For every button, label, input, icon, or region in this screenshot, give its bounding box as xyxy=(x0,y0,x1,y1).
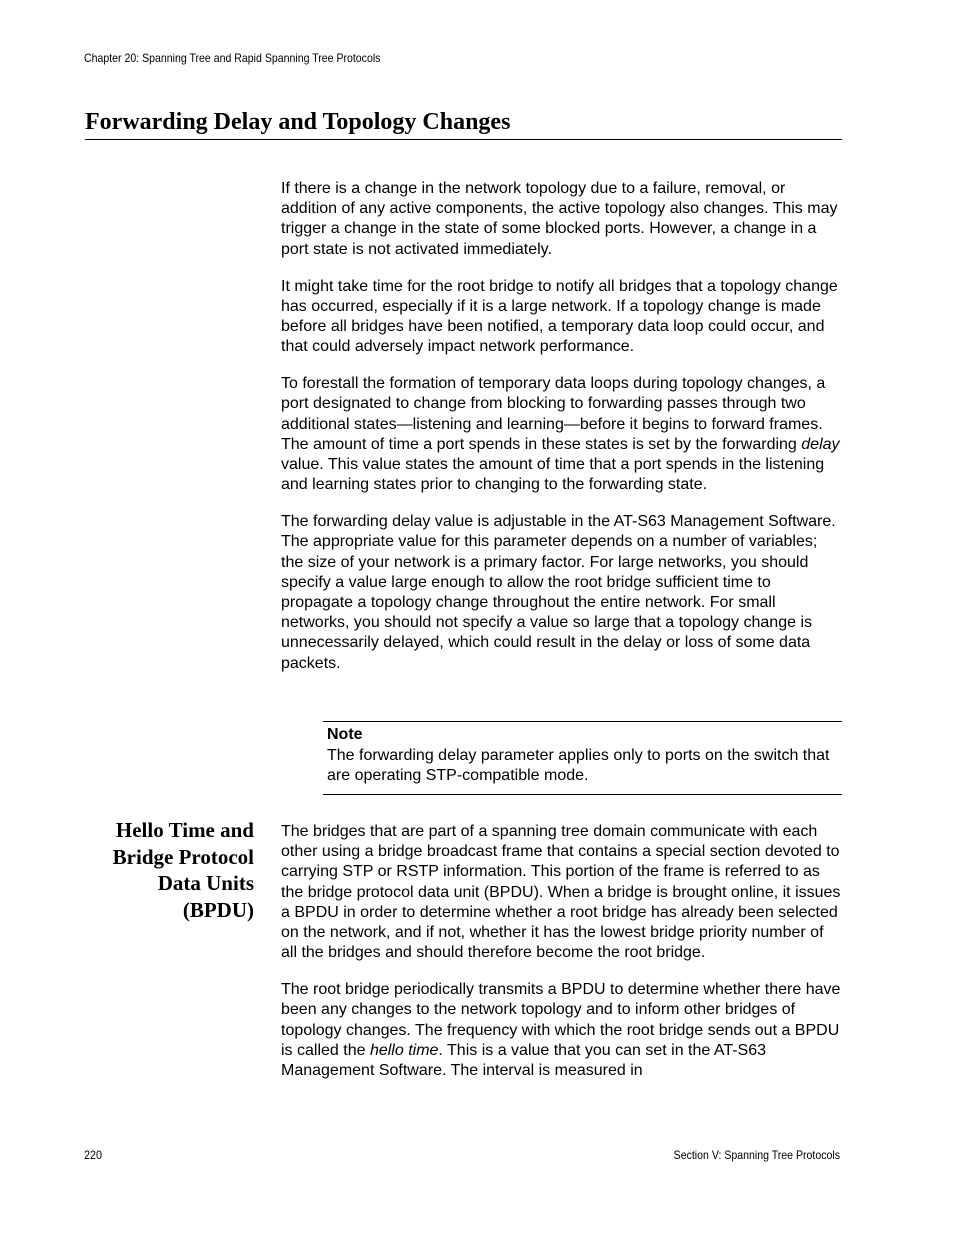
title-rule xyxy=(85,139,842,140)
page-number: 220 xyxy=(84,1148,103,1162)
subsection-heading-line: Hello Time and xyxy=(115,818,254,842)
note-label: Note xyxy=(327,726,363,743)
paragraph: If there is a change in the network topology due to a failure, removal, or addition of any active components, the active topology also changes. This may trigger a change in the state of some blocked ports. However, a change in a port state is not activated immediately. xyxy=(281,180,838,258)
paragraph-text: . This is a value that you can set in the AT-S63 Management Software. The interval is measured in xyxy=(281,1041,767,1080)
note-box xyxy=(323,721,842,795)
emphasis-term: delay xyxy=(801,435,840,453)
subsection-heading-line: Bridge Protocol xyxy=(112,844,254,869)
paragraph: It might take time for the root bridge to notify all bridges that a topology change has occurred, especially if it is a large network. If a topology change is made before all bridges have been notified, a temporary data loop could occur, and that could adversely impact network performance. xyxy=(281,277,838,356)
subsection-body xyxy=(281,822,843,1098)
paragraph-text: value. This value states the amount of time that a port spends in the listening and learning states prior to changing to the forwarding state. xyxy=(281,456,825,494)
paragraph: The bridges that are part of a spanning tree domain communicate with each other using a bridge broadcast frame that contains a special section devoted to carrying STP or RSTP information. This portion of the frame is referred to as the bridge protocol data unit (BPDU). When a bridge is brought online, it issues a BPDU in order to determine whether a root bridge has already been selected on the network, and if not, whether it has the lowest bridge priority number of all the bridges and should therefore become the root bridge. xyxy=(281,823,841,962)
subsection-heading xyxy=(60,817,254,923)
paragraph-text: To forestall the formation of temporary data loops during topology changes, a port designated to change from blocking to forwarding passes through two additional states—listening and learning—before it begins to forward frames. The amount of time a port spends in these states is set by the forwarding xyxy=(281,375,826,453)
paragraph xyxy=(281,374,843,495)
footer-section-title: Section V: Spanning Tree Protocols xyxy=(673,1148,840,1162)
section-body xyxy=(281,179,843,691)
paragraph-text: The root bridge periodically transmits a BPDU to determine whether there have been any changes to the network topology and to inform other bridges of topology changes. The frequency with which the root bridge sends out a BPDU is called the xyxy=(281,981,841,1059)
subsection-heading-line: Data Units xyxy=(157,871,254,895)
emphasis-term: hello time xyxy=(369,1041,439,1059)
paragraph: The forwarding delay value is adjustable in the AT-S63 Management Software. The appropriate value for this parameter depends on a number of variables; the size of your network is a primary factor. For large networks, you should specify a value large enough to allow the root bridge sufficient time to propagate a topology change throughout the entire network. For small networks, you should not specify a value so large that a topology change is unnecessarily delayed, which could result in the delay or loss of some data packets. xyxy=(281,513,836,672)
section-title: Forwarding Delay and Topology Changes xyxy=(85,109,511,135)
subsection-heading-line: (BPDU) xyxy=(182,897,254,922)
note-text: The forwarding delay parameter applies only to ports on the switch that are operating STP-compatible mode. xyxy=(327,747,830,785)
running-header: Chapter 20: Spanning Tree and Rapid Spanning Tree Protocols xyxy=(84,51,381,65)
paragraph xyxy=(281,980,843,1081)
